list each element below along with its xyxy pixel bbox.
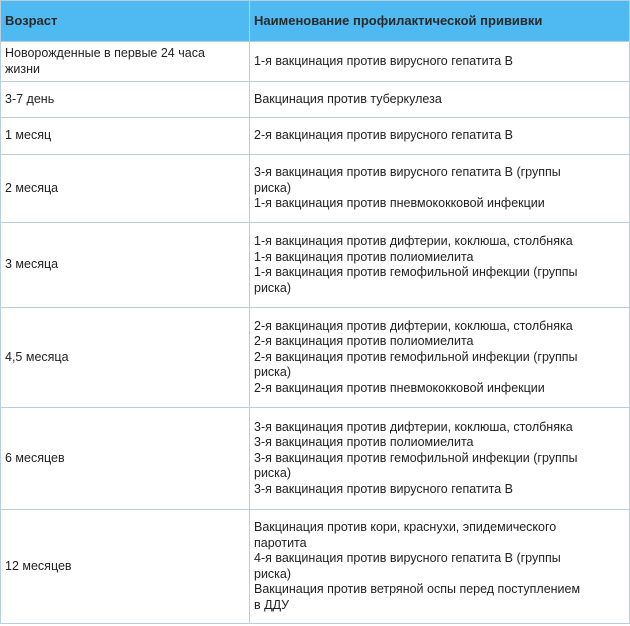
- age-text: Новорожденные в первые 24 часа: [5, 46, 205, 60]
- age-cell: [1, 510, 250, 624]
- vaccine-text: риска): [254, 280, 292, 295]
- age-text: 3-7 день: [5, 91, 55, 106]
- vaccine-cell: [250, 155, 630, 223]
- age-cell: [1, 308, 250, 408]
- vaccine-cell: [250, 308, 630, 408]
- age-cell: [1, 223, 250, 308]
- age-text: 1 месяц: [5, 128, 52, 143]
- vaccine-text: 2-я вакцинация против дифтерии, коклюша, столбняка: [254, 318, 573, 333]
- table-row: [1, 223, 630, 308]
- vaccine-text: паротита: [254, 535, 307, 550]
- vaccine-text: 1-я вакцинация против гемофильной инфекции (группы: [254, 265, 578, 279]
- table-row: [1, 308, 630, 408]
- age-text: жизни: [5, 61, 40, 76]
- table-body: [1, 42, 630, 624]
- age-text: 6 месяцев: [5, 450, 65, 465]
- vaccine-text: 3-я вакцинация против вирусного гепатита В (группы: [254, 165, 561, 180]
- table-row: [1, 42, 630, 82]
- vaccine-text: в ДДУ: [254, 597, 290, 612]
- vaccine-cell: [250, 82, 630, 118]
- vaccine-text: 1-я вакцинация против дифтерии, коклюша, столбняка: [254, 234, 573, 248]
- vaccine-cell: [250, 118, 630, 155]
- vaccine-column-header: Наименование профилактической прививки: [250, 1, 630, 42]
- vaccine-text: 2-я вакцинация против вирусного гепатита В: [254, 128, 513, 143]
- table-header-row: [1, 1, 630, 42]
- age-column-header: Возраст: [1, 1, 250, 42]
- vaccine-text: риска): [254, 180, 292, 195]
- age-text: 4,5 месяца: [5, 349, 69, 364]
- vaccine-text: риска): [254, 566, 292, 581]
- vaccine-text: 1-я вакцинация против вирусного гепатита В: [254, 53, 513, 68]
- vaccine-text: 4-я вакцинация против вирусного гепатита В (группы: [254, 551, 561, 565]
- age-cell: [1, 118, 250, 155]
- table-row: [1, 155, 630, 223]
- age-text: 12 месяцев: [5, 558, 72, 573]
- table-row: [1, 118, 630, 155]
- vaccine-cell: [250, 510, 630, 624]
- vaccine-text: 1-я вакцинация против пневмококковой инфекции: [254, 196, 545, 211]
- vaccine-text: 3-я вакцинация против вирусного гепатита В: [254, 481, 513, 496]
- vaccine-text: 2-я вакцинация против гемофильной инфекции (группы: [254, 349, 578, 364]
- vaccine-text: риска): [254, 466, 292, 481]
- table-row: [1, 82, 630, 118]
- vaccine-text: 3-я вакцинация против дифтерии, коклюша, столбняка: [254, 419, 573, 434]
- age-cell: [1, 42, 250, 82]
- vaccine-text: 1-я вакцинация против полиомиелита: [254, 249, 474, 264]
- vaccine-text: 3-я вакцинация против гемофильной инфекции (группы: [254, 450, 578, 465]
- age-cell: [1, 82, 250, 118]
- age-cell: [1, 155, 250, 223]
- vaccine-cell: [250, 408, 630, 510]
- vaccine-text: Вакцинация против кори, краснухи, эпидемического: [254, 520, 557, 534]
- age-cell: [1, 408, 250, 510]
- vaccine-text: 2-я вакцинация против пневмококковой инфекции: [254, 380, 545, 395]
- vaccine-text: 3-я вакцинация против полиомиелита: [254, 435, 474, 450]
- table-row: [1, 408, 630, 510]
- table-row: [1, 510, 630, 624]
- vaccine-text: Вакцинация против ветряной оспы перед поступлением: [254, 582, 581, 596]
- vaccine-text: риска): [254, 365, 292, 380]
- vaccine-cell: [250, 223, 630, 308]
- vaccine-text: 2-я вакцинация против полиомиелита: [254, 334, 474, 349]
- age-text: 3 месяца: [5, 257, 59, 272]
- age-text: 2 месяца: [5, 180, 59, 195]
- vaccine-text: Вакцинация против туберкулеза: [254, 91, 442, 106]
- vaccine-cell: [250, 42, 630, 82]
